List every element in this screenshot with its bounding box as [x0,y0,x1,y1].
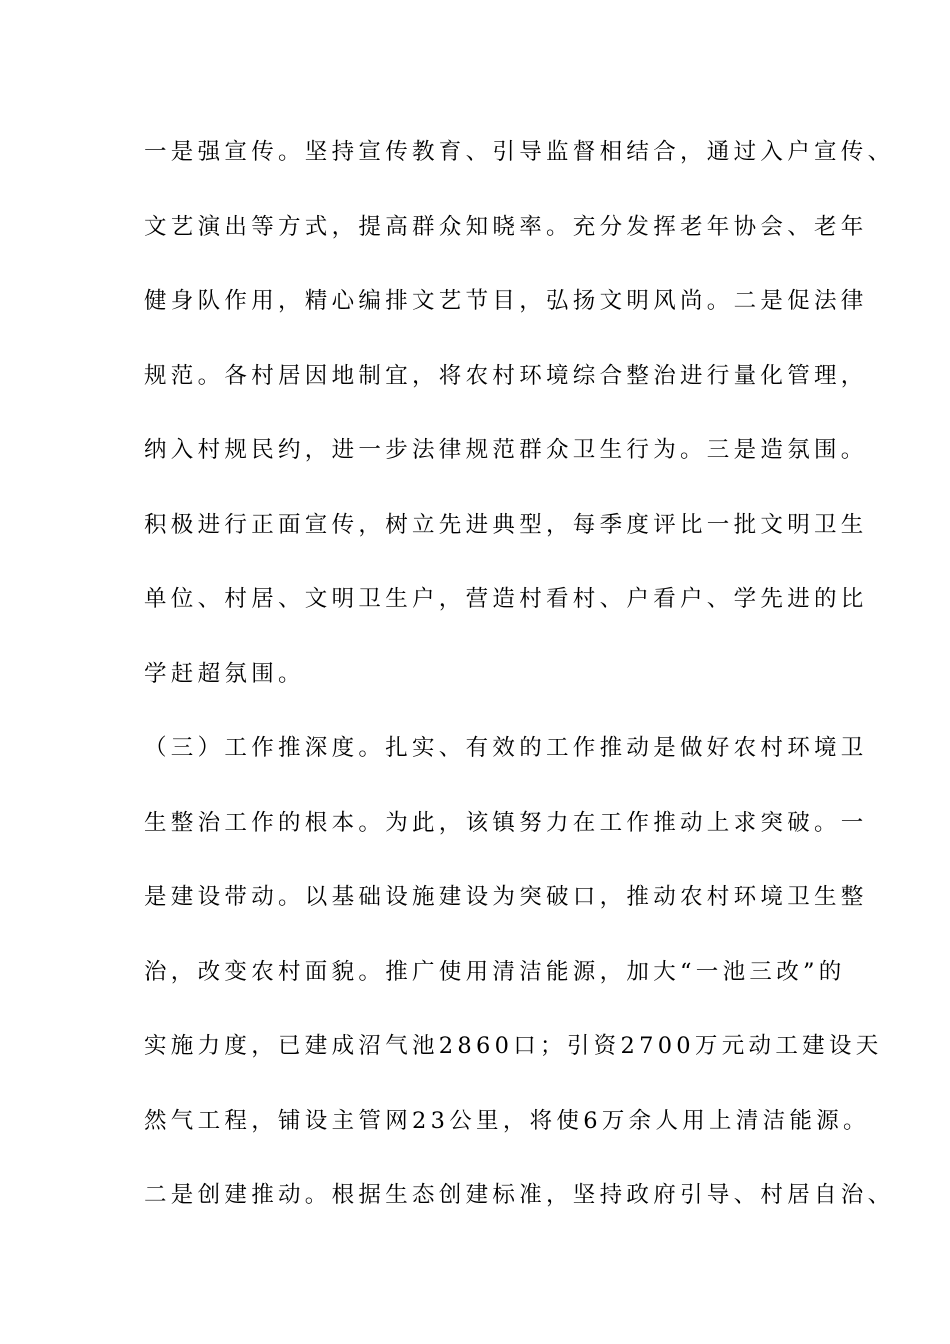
text-line: 学赶超氛围。 [144,660,305,687]
text-line: 规范。各村居因地制宜，将农村环境综合整治进行量化管理， [144,362,868,389]
text-line: 然气工程，铺设主管网23公里，将使6万余人用上清洁能源。 [144,1107,870,1134]
text-line: 二是创建推动。根据生态创建标准，坚持政府引导、村居自治、 [144,1182,895,1208]
section-heading-line: （三）工作推深度。扎实、有效的工作推动是做好农村环境卫 [144,735,868,761]
text-line: 健身队作用，精心编排文艺节目，弘扬文明风尚。二是促法律 [144,288,868,314]
text-line: 单位、村居、文明卫生户，营造村看村、户看户、学先进的比 [144,586,868,612]
text-line: 积极进行正面宣传，树立先进典型，每季度评比一批文明卫生 [144,511,868,538]
text-line: 是建设带动。以基础设施建设为突破口，推动农村环境卫生整 [144,884,868,910]
text-line: 实施力度，已建成沼气池2860口；引资2700万元动工建设天 [144,1033,883,1059]
text-line: 生整治工作的根本。为此，该镇努力在工作推动上求突破。一 [144,809,868,836]
text-line: 纳入村规民约，进一步法律规范群众卫生行为。三是造氛围。 [144,437,868,463]
text-line: 治，改变农村面貌。推广使用清洁能源，加大“一池三改”的 [144,958,846,985]
body-text [144,132,895,1250]
text-line: 文艺演出等方式，提高群众知晓率。充分发挥老年协会、老年 [144,213,868,240]
text-line: 一是强宣传。坚持宣传教育、引导监督相结合，通过入户宣传、 [144,139,895,165]
